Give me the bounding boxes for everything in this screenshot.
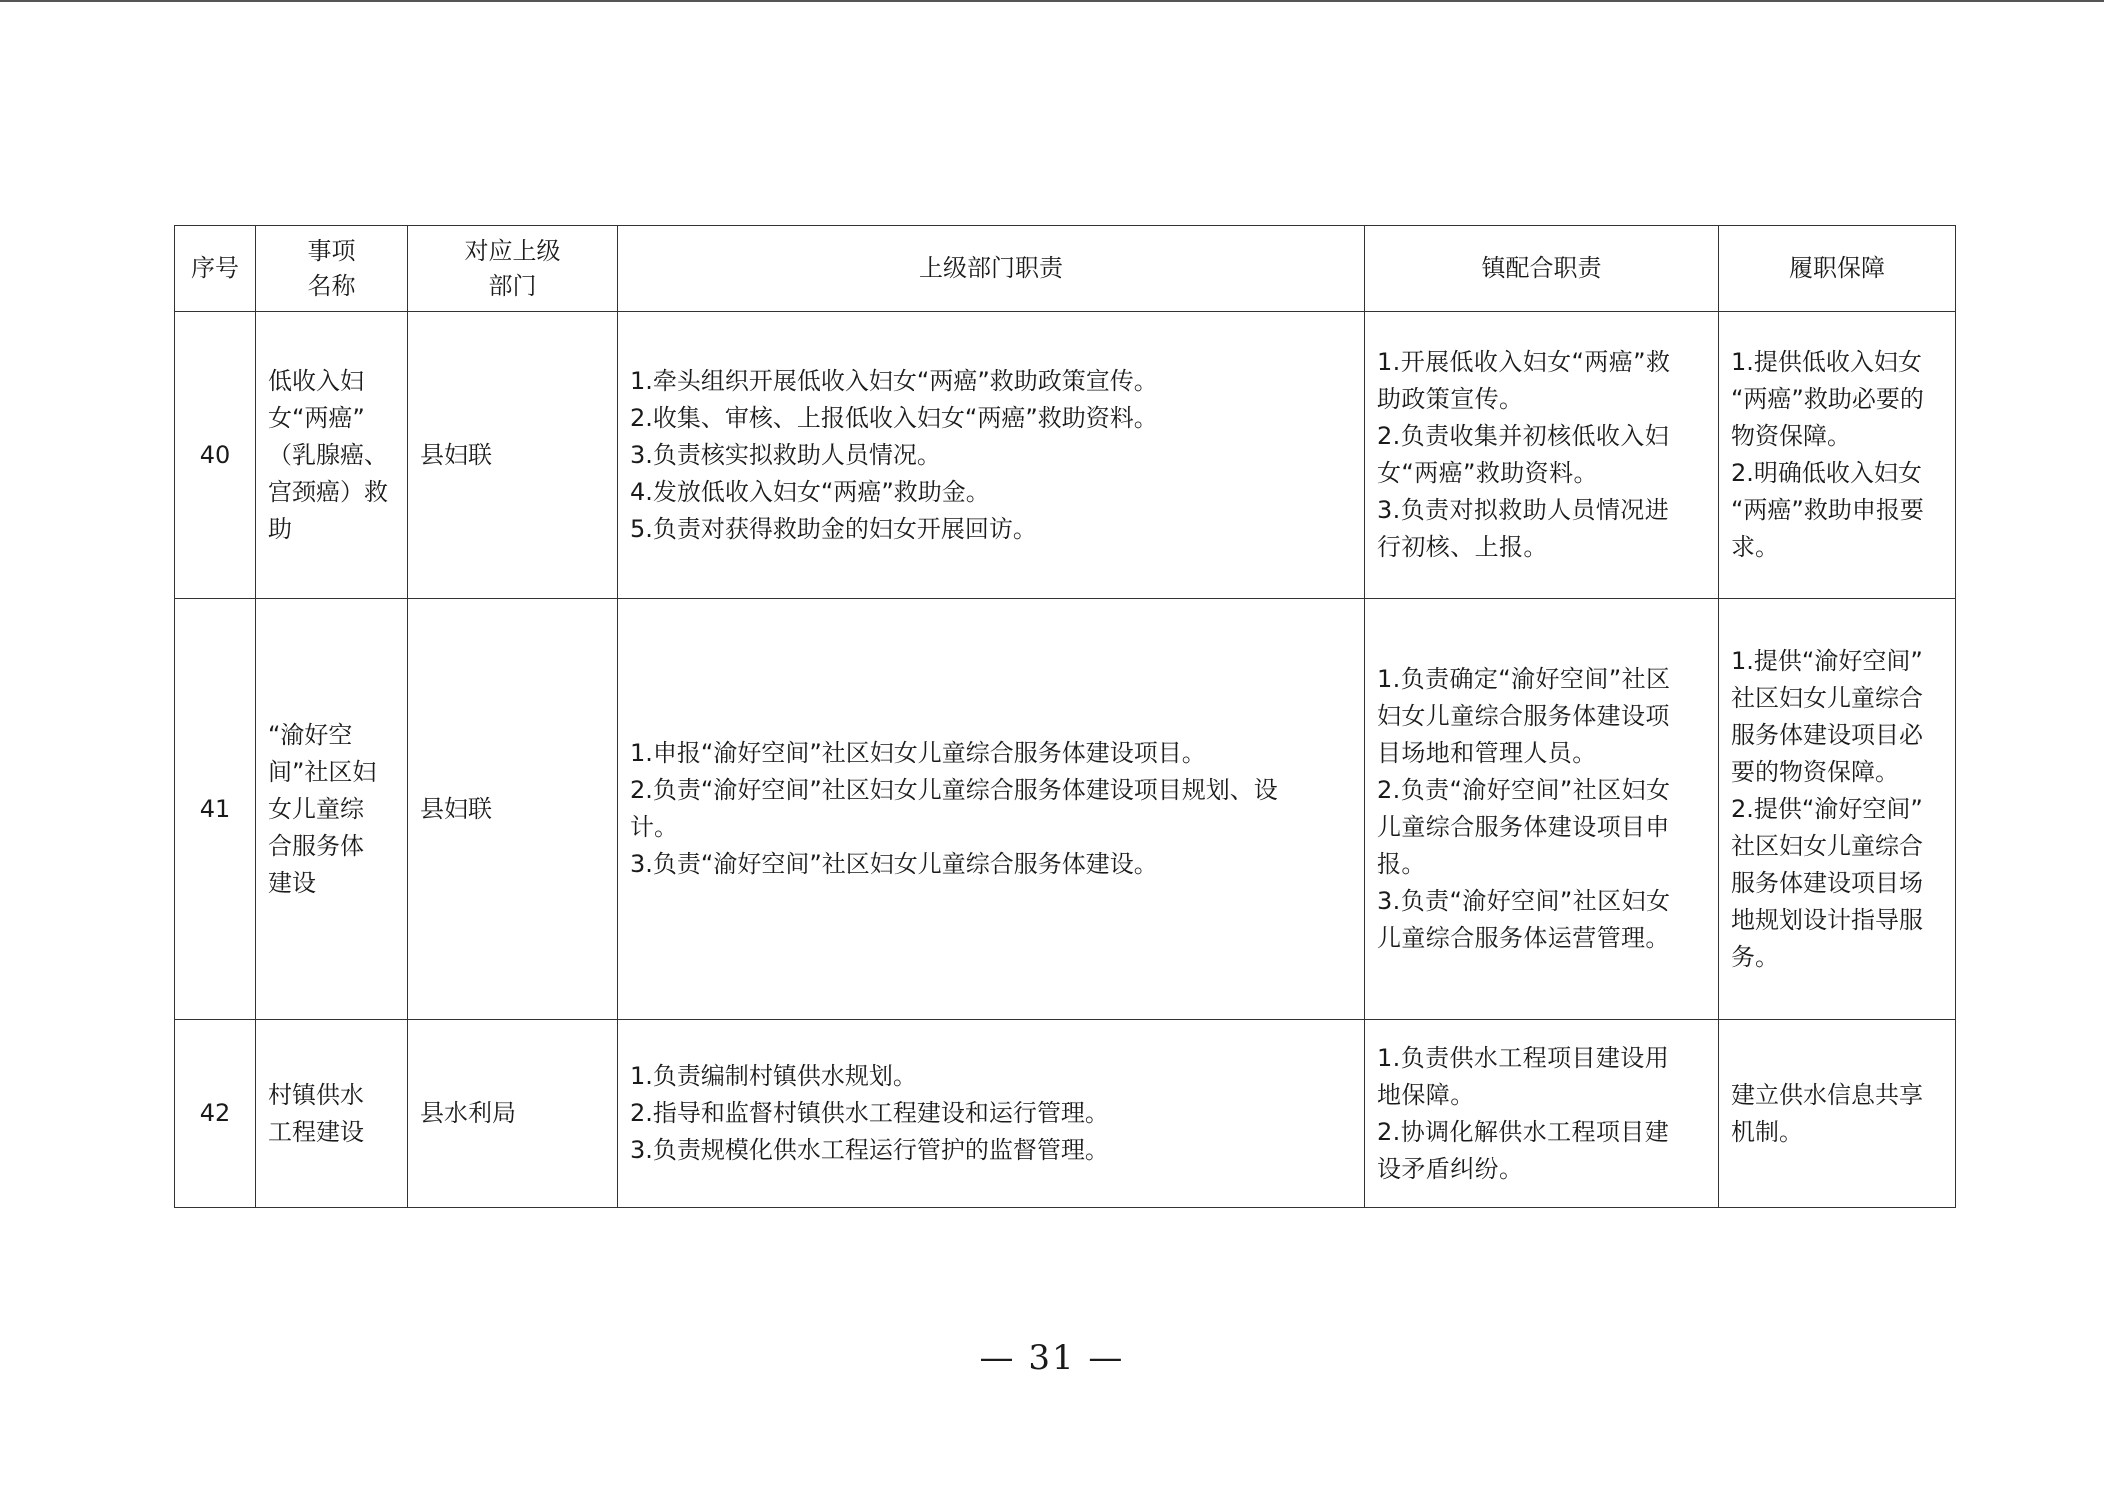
table-header-row <box>175 226 1956 312</box>
duty-line: 2.协调化解供水工程项目建 <box>1377 1117 1670 1146</box>
duty-line: 设矛盾纠纷。 <box>1377 1154 1524 1183</box>
item-line: 宫颈癌）救 <box>268 477 388 506</box>
duty-line: 3.负责“渝好空间”社区妇女儿童综合服务体建设。 <box>630 850 1158 878</box>
duty-line: 2.负责“渝好空间”社区妇女儿童综合服务体建设项目规划、设 <box>630 776 1278 804</box>
guarantee-line: 建立供水信息共享 <box>1731 1080 1923 1109</box>
dept-cell: 县水利局 <box>408 1020 618 1208</box>
guarantee-line: “两癌”救助必要的 <box>1731 385 1924 413</box>
duty-line: 儿童综合服务体建设项目申 <box>1377 813 1670 841</box>
duty-line: 儿童综合服务体运营管理。 <box>1377 924 1670 952</box>
duty-line: 报。 <box>1377 850 1426 878</box>
upper-duties-cell <box>618 312 1365 599</box>
dept-cell: 县妇联 <box>408 599 618 1020</box>
duty-line: 1.开展低收入妇女“两癌”救 <box>1377 348 1671 376</box>
dept-cell: 县妇联 <box>408 312 618 599</box>
item-line: 合服务体 <box>268 831 364 860</box>
guarantee-cell <box>1719 1020 1956 1208</box>
table-row <box>175 312 1956 599</box>
duty-line: 目场地和管理人员。 <box>1377 739 1597 767</box>
duty-line: 4.发放低收入妇女“两癌”救助金。 <box>630 477 990 506</box>
guarantee-cell <box>1719 312 1956 599</box>
guarantee-line: 求。 <box>1731 533 1779 561</box>
duty-line: 1.负责供水工程项目建设用 <box>1377 1043 1670 1072</box>
item-line: 低收入妇 <box>268 366 364 395</box>
upper-duties-cell <box>618 1020 1365 1208</box>
guarantee-line: 要的物资保障。 <box>1731 757 1899 786</box>
guarantee-line: 1.提供低收入妇女 <box>1731 348 1922 376</box>
duty-line: 2.指导和监督村镇供水工程建设和运行管理。 <box>630 1099 1109 1127</box>
town-duties-cell <box>1365 1020 1719 1208</box>
duty-line: 1.牵头组织开展低收入妇女“两癌”救助政策宣传。 <box>630 366 1158 395</box>
duty-line: 1.负责确定“渝好空间”社区 <box>1377 665 1671 693</box>
item-line: 助 <box>268 514 292 543</box>
item-line: “渝好空 <box>268 720 353 749</box>
header-dept-line2: 部门 <box>488 271 537 300</box>
header-superior-dept <box>408 226 618 312</box>
town-duties-cell <box>1365 312 1719 599</box>
duty-line: 1.申报“渝好空间”社区妇女儿童综合服务体建设项目。 <box>630 739 1206 767</box>
duty-line: 3.负责对拟救助人员情况进 <box>1377 496 1670 524</box>
table-row <box>175 1020 1956 1208</box>
item-line: 工程建设 <box>268 1117 364 1146</box>
guarantee-line: 务。 <box>1731 942 1779 971</box>
duty-line: 3.负责“渝好空间”社区妇女 <box>1377 887 1671 915</box>
responsibility-table <box>174 225 1956 1208</box>
duty-line: 3.负责规模化供水工程运行管护的监督管理。 <box>630 1136 1109 1164</box>
item-line: 建设 <box>268 868 316 897</box>
table-row <box>175 599 1956 1020</box>
duty-line: 女“两癌”救助资料。 <box>1377 459 1598 487</box>
guarantee-cell <box>1719 599 1956 1020</box>
guarantee-line: 服务体建设项目必 <box>1731 720 1923 749</box>
guarantee-line: 社区妇女儿童综合 <box>1731 831 1923 860</box>
seq-cell: 41 <box>175 599 256 1020</box>
header-guarantee: 履职保障 <box>1719 226 1956 312</box>
header-dept-line1: 对应上级 <box>464 236 561 265</box>
guarantee-line: “两癌”救助申报要 <box>1731 496 1924 524</box>
header-town-duties: 镇配合职责 <box>1365 226 1719 312</box>
item-line: 间”社区妇 <box>268 757 377 786</box>
duty-line: 5.负责对获得救助金的妇女开展回访。 <box>630 514 1037 543</box>
top-border-line <box>0 0 2104 2</box>
item-line: 女“两癌” <box>268 403 365 432</box>
duty-line: 计。 <box>630 813 678 841</box>
guarantee-line: 2.提供“渝好空间” <box>1731 794 1923 823</box>
town-duties-cell <box>1365 599 1719 1020</box>
guarantee-line: 地规划设计指导服 <box>1731 905 1923 934</box>
duty-line: 2.负责“渝好空间”社区妇女 <box>1377 776 1671 804</box>
item-name-cell <box>256 599 408 1020</box>
guarantee-line: 1.提供“渝好空间” <box>1731 646 1923 675</box>
header-item-line2: 名称 <box>307 271 356 300</box>
guarantee-line: 物资保障。 <box>1731 422 1851 450</box>
item-line: （乳腺癌、 <box>268 440 388 469</box>
duty-line: 2.收集、审核、上报低收入妇女“两癌”救助资料。 <box>630 403 1158 432</box>
duty-line: 3.负责核实拟救助人员情况。 <box>630 440 941 469</box>
item-line: 村镇供水 <box>268 1080 364 1109</box>
item-name-cell <box>256 1020 408 1208</box>
header-item-name <box>256 226 408 312</box>
header-seq: 序号 <box>175 226 256 312</box>
guarantee-line: 服务体建设项目场 <box>1731 868 1923 897</box>
item-line: 女儿童综 <box>268 794 364 823</box>
seq-cell: 42 <box>175 1020 256 1208</box>
guarantee-line: 机制。 <box>1731 1117 1803 1146</box>
duty-line: 妇女儿童综合服务体建设项 <box>1377 702 1670 730</box>
upper-duties-cell <box>618 599 1365 1020</box>
header-item-line1: 事项 <box>307 236 356 265</box>
duty-line: 2.负责收集并初核低收入妇 <box>1377 422 1670 450</box>
guarantee-line: 社区妇女儿童综合 <box>1731 683 1923 712</box>
seq-cell: 40 <box>175 312 256 599</box>
page-number: — 31 — <box>979 1338 1125 1378</box>
duty-line: 地保障。 <box>1377 1080 1475 1109</box>
duty-line: 行初核、上报。 <box>1377 533 1548 561</box>
header-upper-duties: 上级部门职责 <box>618 226 1365 312</box>
duty-line: 1.负责编制村镇供水规划。 <box>630 1062 917 1090</box>
duty-line: 助政策宣传。 <box>1377 385 1524 413</box>
guarantee-line: 2.明确低收入妇女 <box>1731 459 1922 487</box>
item-name-cell <box>256 312 408 599</box>
